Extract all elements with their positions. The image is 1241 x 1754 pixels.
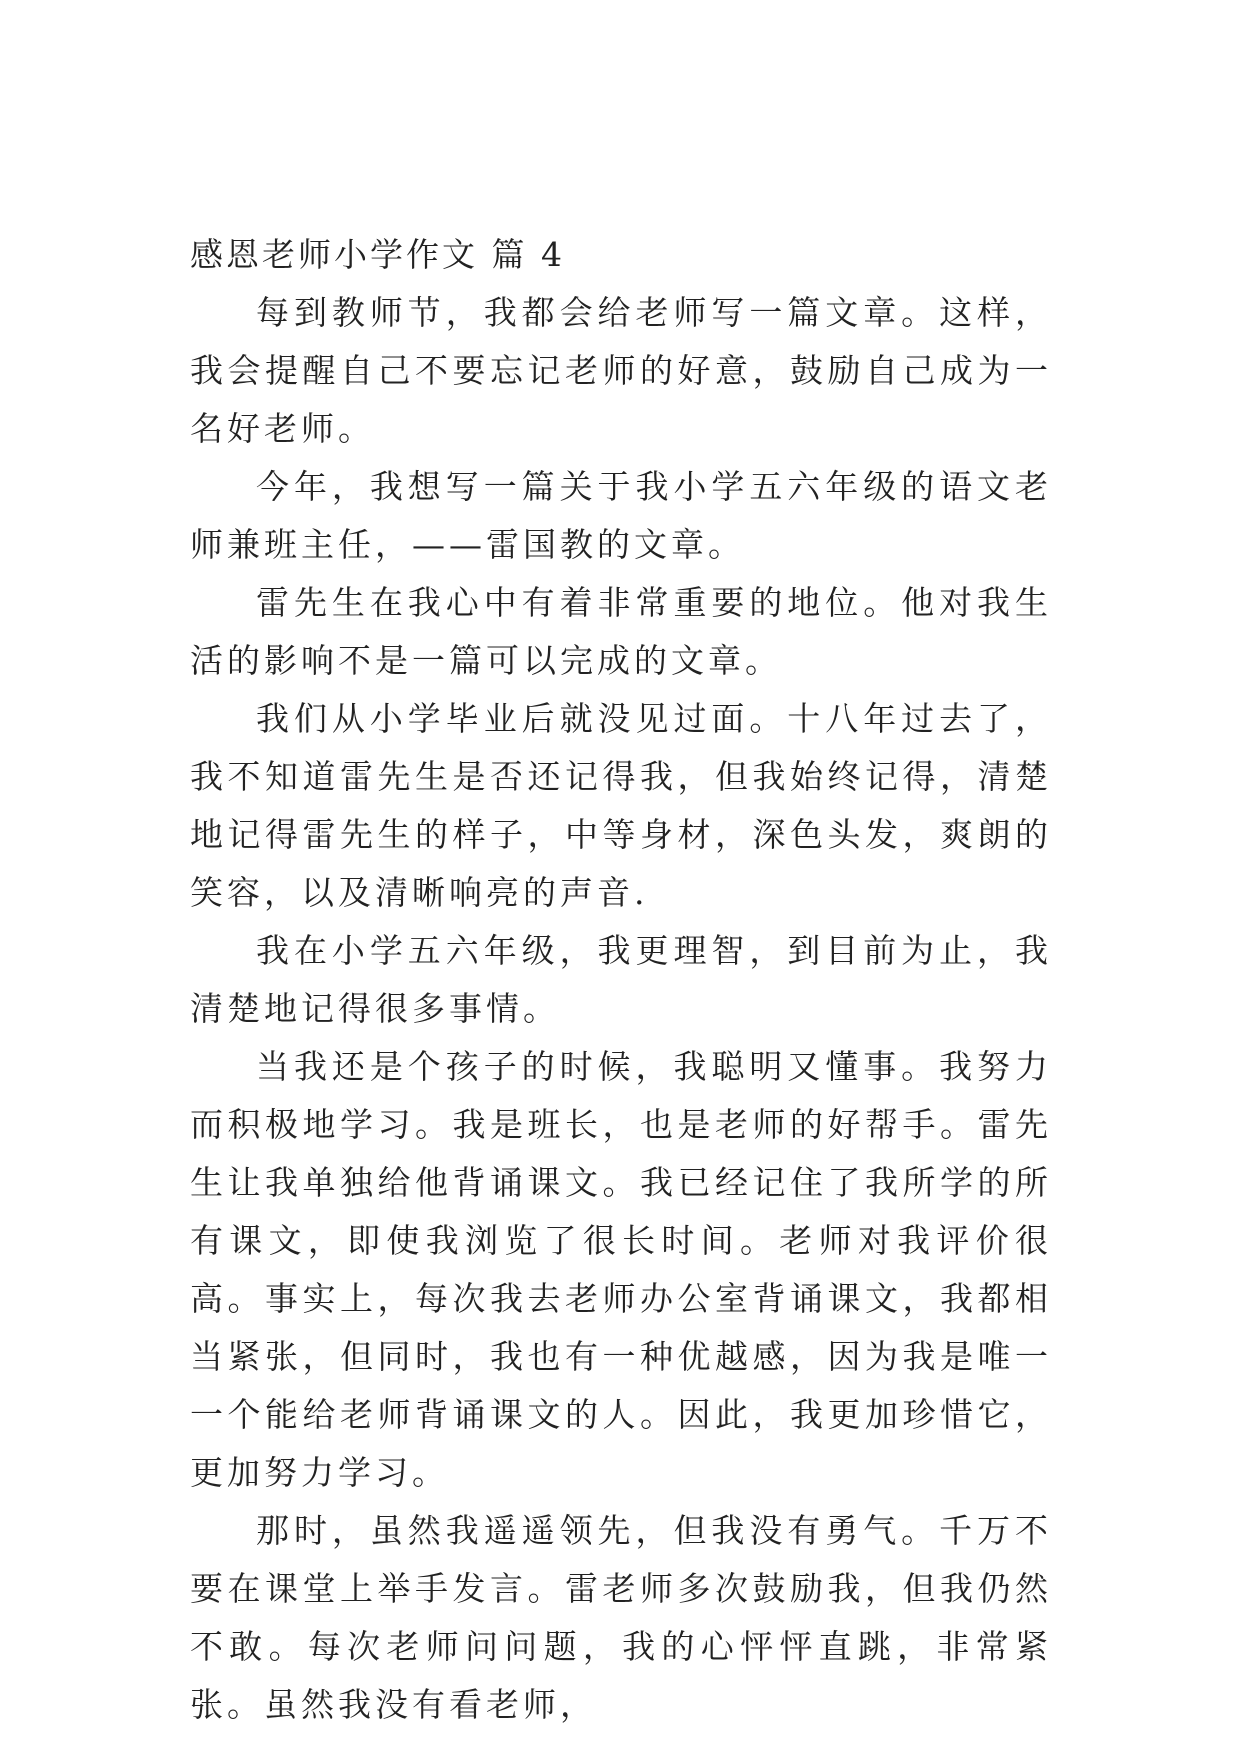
document-title: 感恩老师小学作文 篇 4: [190, 235, 565, 274]
paragraph: 那时，虽然我遥遥领先，但我没有勇气。千万不要在课堂上举手发言。雷老师多次鼓励我，但我仍然不敢。每次老师问问题，我的心怦怦直跳，非常紧张。虽然我没有看老师，: [190, 1511, 1052, 1724]
paragraph: 每到教师节，我都会给老师写一篇文章。这样，我会提醒自己不要忘记老师的好意，鼓励自己成为一名好老师。: [190, 293, 1052, 448]
paragraph: 我们从小学毕业后就没见过面。十八年过去了，我不知道雷先生是否还记得我，但我始终记得，清楚地记得雷先生的样子，中等身材，深色头发，爽朗的笑容，以及清晰响亮的声音.: [190, 699, 1052, 912]
paragraph: 我在小学五六年级，我更理智，到目前为止，我清楚地记得很多事情。: [190, 931, 1052, 1028]
paragraph: 雷先生在我心中有着非常重要的地位。他对我生活的影响不是一篇可以完成的文章。: [190, 583, 1052, 680]
paragraph: 当我还是个孩子的时候，我聪明又懂事。我努力而积极地学习。我是班长，也是老师的好帮手。雷先生让我单独给他背诵课文。我已经记住了我所学的所有课文，即使我浏览了很长时间。老师对我评价很高。事实上，每次我去老师办公室背诵课文，我都相当紧张，但同时，我也有一种优越感，因为我是唯一一个能给老师背诵课文的人。因此，我更加珍惜它，更加努力学习。: [190, 1047, 1052, 1492]
document-body: [190, 226, 1052, 1734]
paragraph: 今年，我想写一篇关于我小学五六年级的语文老师兼班主任，——雷国教的文章。: [190, 467, 1052, 564]
